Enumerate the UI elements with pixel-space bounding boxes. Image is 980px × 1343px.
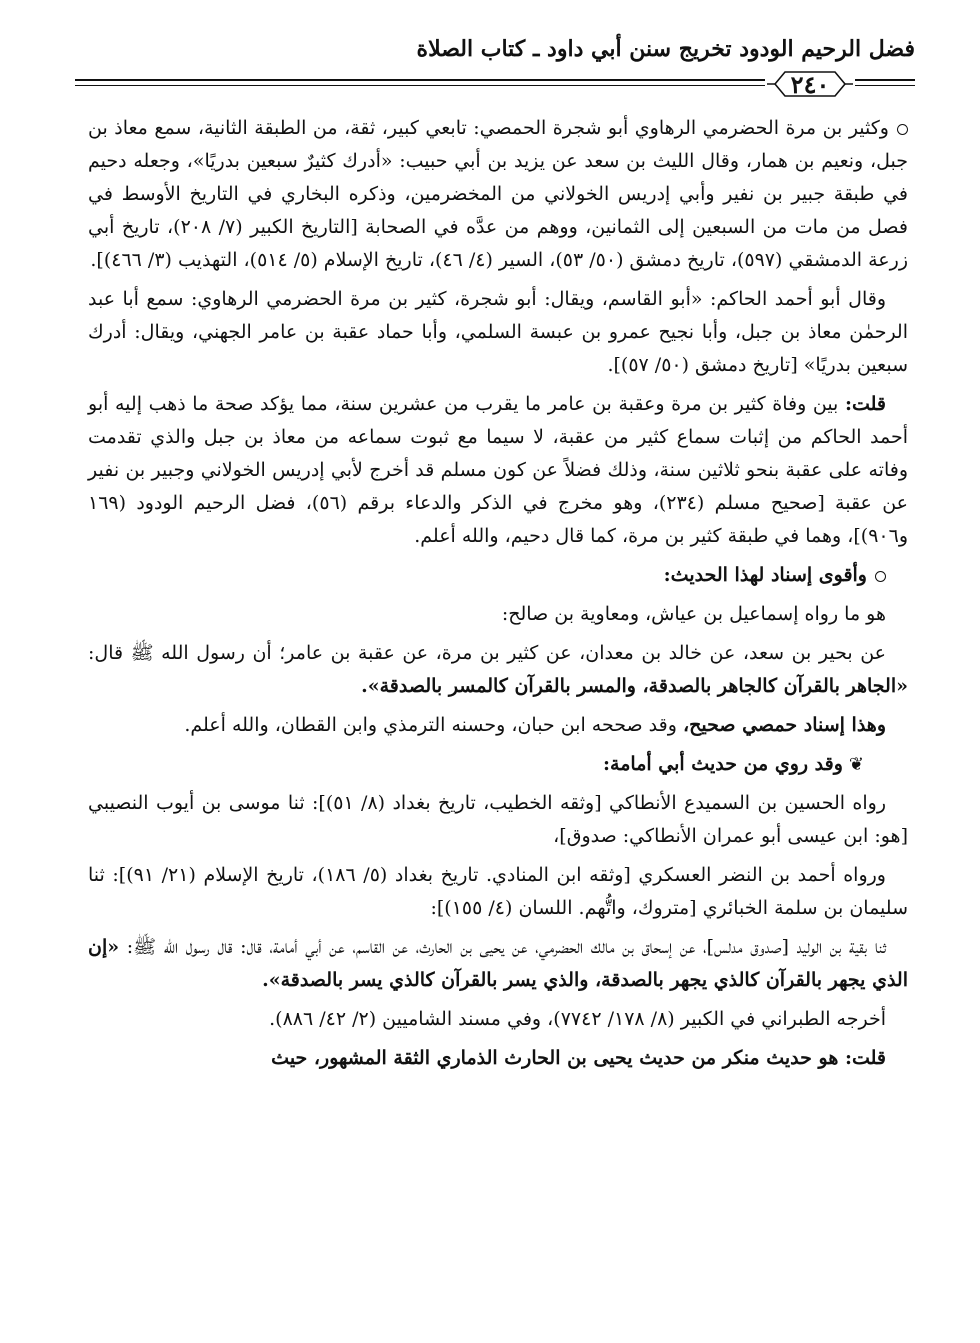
paragraph-text: وكثير بن مرة الحضرمي الرهاوي أبو شجرة الحمصي: تابعي كبير، ثقة، من الطبقة الثانية، سمع معاذ بن جبل، ونعيم بن همار، وقال الليث بن سعد عن يزيد بن أبي حبيب: «أدرك كثيرٌ سبعين بدريًا»، وجعله دحيم في طبقة جبير بن نفير وأبي إدريس الخولاني من المخضرمين، وذكره البخاري في التاريخ الأوسط في فصل من مات من السبعين إلى الثمانين، ووهم من عدَّه في الصحابة [التاريخ الكبير (٧/ ٢٠٨)، تاريخ أبي زرعة الدمشقي (٥٩٧)، تاريخ دمشق (٥٠/ ٥٣)، السير (٤/ ٤٦)، تاريخ الإسلام (٥/ ٥١٤)، التهذيب (٣/ ٤٦٦)]. bbox=[88, 117, 908, 271]
paragraph: وقال أبو أحمد الحاكم: «أبو القاسم، ويقال: أبو شجرة، كثير بن مرة الحضرمي الرهاوي: سمع أبا عبد الرحمٰن معاذ بن جبل، وأبا نجيح عمرو بن عبسة السلمي، وأبا حماد عقبة بن عامر الجهني، ويقال: أدرك سبعين بدريًا» [تاريخ دمشق (٥٠/ ٥٧)]. bbox=[88, 288, 908, 376]
paragraph bbox=[88, 388, 908, 553]
page-number-badge bbox=[765, 67, 855, 101]
page-number: ٢٤٠ bbox=[790, 69, 830, 99]
hadith-text: «الجاهر بالقرآن كالجاهر بالصدقة، والمسر بالقرآن كالمسر بالصدقة». bbox=[361, 675, 908, 697]
page-body bbox=[88, 112, 908, 1081]
bullet-circle-icon bbox=[875, 571, 886, 582]
section-heading bbox=[88, 748, 908, 781]
page-header bbox=[75, 22, 915, 114]
paragraph bbox=[88, 709, 908, 742]
heading-text: وأقوى إسناد لهذا الحديث: bbox=[663, 564, 867, 586]
section-heading bbox=[88, 559, 908, 592]
paragraph-text: ثنا بقية بن الوليد [صدوق مدلس]، عن إسحاق بن مالك الحضرمي، عن يحيى بن الحارث، عن القاسم، عن أبي أمامة، قال: قال رسول الله ﷺ: bbox=[119, 936, 886, 958]
paragraph: رواه الحسين بن السميدع الأنطاكي [وثقه الخطيب، تاريخ بغداد (٨/ ٥١)]: ثنا موسى بن أيوب النصيبي [هو: ابن عيسى أبو عمران الأنطاكي: صدوق]، bbox=[88, 792, 908, 847]
paragraph-text: هو حديث منكر من حديث يحيى بن الحارث الذماري الثقة المشهور، حيث bbox=[271, 1047, 845, 1069]
paragraph-text: عن بحير بن سعد، عن خالد بن معدان، عن كثير بن مرة، عن عقبة بن عامر؛ أن رسول الله ﷺ قال: bbox=[88, 642, 886, 664]
paragraph: أخرجه الطبراني في الكبير (٨/ ١٧٨/ ٧٧٤٢)، وفي مسند الشاميين (٢/ ٤٢/ ٨٨٦). bbox=[269, 1008, 886, 1030]
hadith-text: «إن الذي يجهر بالقرآن كالذي يجهر بالصدقة، والذي يسر بالقرآن كالذي يسر بالصدقة». bbox=[88, 936, 908, 991]
paragraph-text: وقد صححه ابن حبان، وحسنه الترمذي وابن القطان، والله أعلم. bbox=[184, 714, 683, 736]
paragraph: ورواه أحمد بن النضر العسكري [وثقه ابن المنادي. تاريخ بغداد (٥/ ١٨٦)، تاريخ الإسلام (٢١/ ٩١)]: ثنا سليمان بن سلمة الخبائري [متروك، واتُّهم. اللسان (٤/ ١٥٥)]: bbox=[88, 864, 908, 919]
verdict-text: وهذا إسناد حمصي صحيح، bbox=[682, 714, 886, 736]
running-title: فضل الرحيم الودود تخريج سنن أبي داود ـ كتاب الصلاة bbox=[416, 36, 915, 62]
note-label: قلت: bbox=[844, 393, 886, 415]
leaf-ornament-icon: ❦ bbox=[848, 754, 864, 775]
paragraph: هو ما رواه إسماعيل بن عياش، ومعاوية بن صالح: bbox=[501, 603, 886, 625]
paragraph bbox=[88, 637, 908, 703]
paragraph-text: بين وفاة كثير بن مرة وعقبة بن عامر ما يقرب من عشرين سنة، مما يؤكد صحة ما ذهب إليه أبو أحمد الحاكم من إثبات سماع كثير من عقبة، لا سيما مع ثبوت سماعه من معاذ بن جبل والذي تقدمت وفاته على عقبة بنحو ثلاثين سنة، وذلك فضلاً عن كون مسلم قد أخرج لأبي إدريس الخولاني وجبير بن نفير عن عقبة [صحيح مسلم (٢٣٤)، وهو مخرج في الذكر والدعاء برقم (٥٦)، فضل الرحيم الودود (١٦٩ و٩٠٦)]، وهما في طبقة كثير بن مرة، كما قال دحيم، والله أعلم. bbox=[88, 393, 908, 547]
note-label: قلت: bbox=[844, 1047, 886, 1069]
paragraph bbox=[88, 1042, 908, 1075]
heading-text: وقد روي من حديث أبي أمامة: bbox=[603, 753, 843, 775]
paragraph bbox=[88, 112, 908, 277]
paragraph bbox=[88, 931, 908, 997]
bullet-circle-icon bbox=[897, 124, 908, 135]
